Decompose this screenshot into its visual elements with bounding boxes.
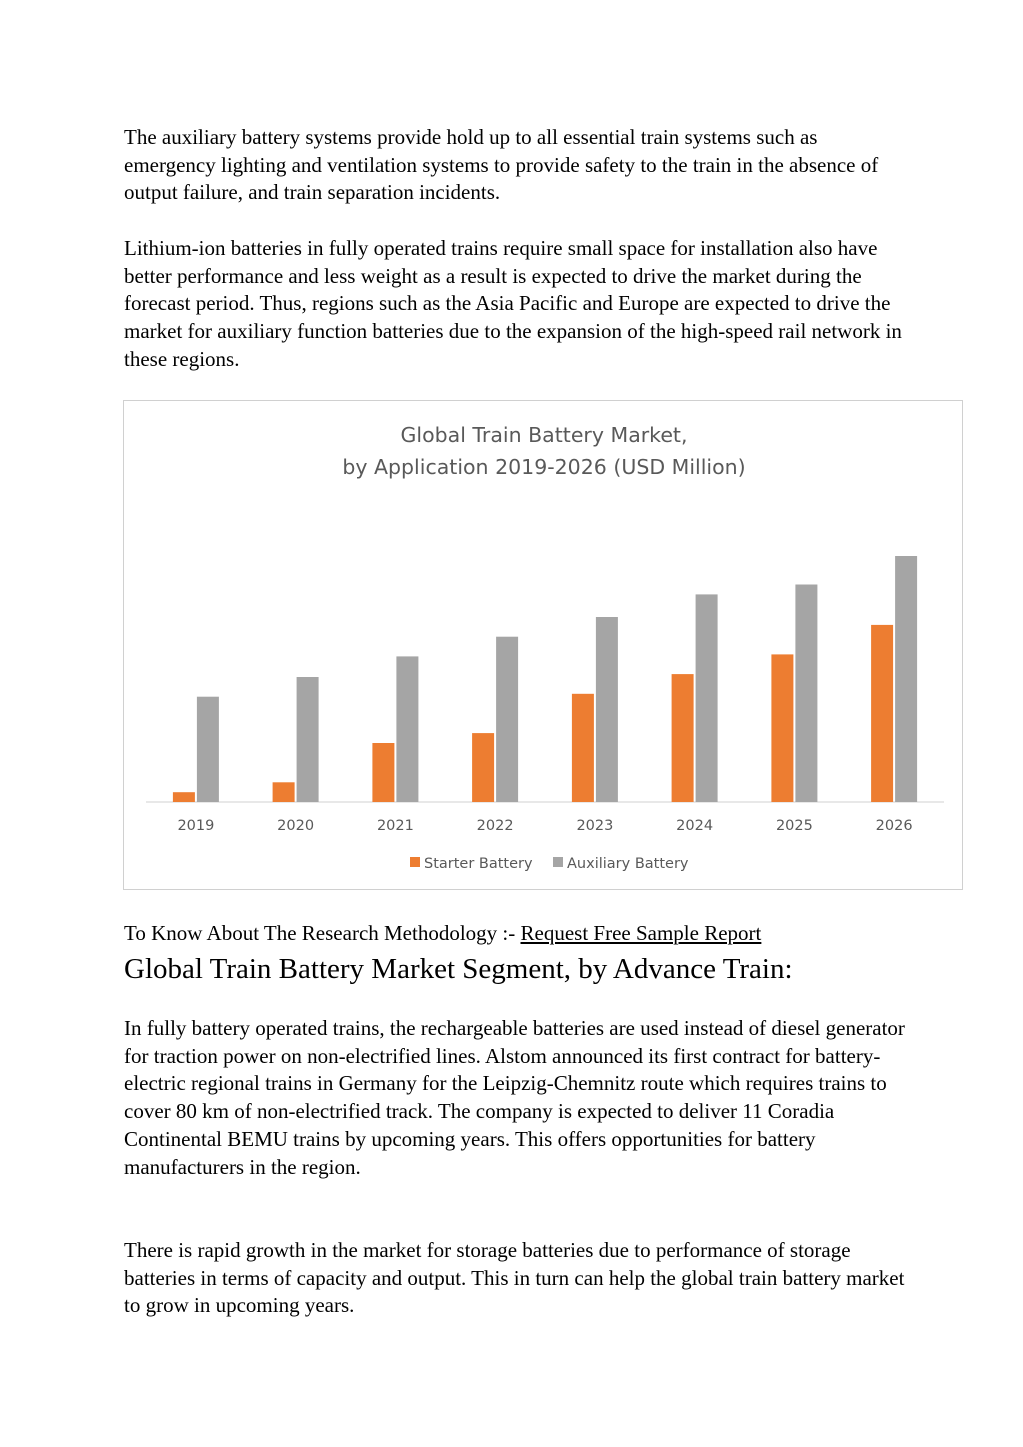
x-tick-label-2023: 2023 bbox=[576, 818, 614, 834]
x-tick-label-2022: 2022 bbox=[476, 818, 514, 834]
x-tick-label-2024: 2024 bbox=[676, 818, 714, 834]
bar-starter-2022 bbox=[472, 733, 494, 802]
bar-auxiliary-2023 bbox=[596, 617, 618, 802]
bar-auxiliary-2022 bbox=[496, 637, 518, 802]
section-heading: Global Train Battery Market Segment, by Advance Train: bbox=[124, 953, 793, 985]
legend bbox=[410, 856, 689, 872]
x-tick-label-2020: 2020 bbox=[277, 818, 315, 834]
bar-chart bbox=[124, 401, 964, 891]
bar-auxiliary-2024 bbox=[696, 594, 718, 802]
bar-starter-2020 bbox=[273, 782, 295, 802]
bars-group bbox=[173, 556, 917, 802]
x-tick-label-2019: 2019 bbox=[177, 818, 215, 834]
bar-starter-2026 bbox=[871, 625, 893, 802]
bar-auxiliary-2021 bbox=[396, 656, 418, 802]
bar-auxiliary-2020 bbox=[297, 677, 319, 802]
chart-title-line-2: by Application 2019-2026 (USD Million) bbox=[342, 455, 746, 479]
bar-starter-2024 bbox=[672, 674, 694, 802]
bar-starter-2019 bbox=[173, 792, 195, 802]
legend-label-auxiliary: Auxiliary Battery bbox=[567, 856, 689, 872]
methodology-prefix: To Know About The Research Methodology :- bbox=[124, 921, 521, 945]
bar-starter-2023 bbox=[572, 694, 594, 802]
x-tick-label-2025: 2025 bbox=[775, 818, 813, 834]
bar-starter-2021 bbox=[372, 743, 394, 802]
x-tick-label-2026: 2026 bbox=[875, 818, 913, 834]
x-tick-label-2021: 2021 bbox=[376, 818, 414, 834]
bar-starter-2025 bbox=[771, 654, 793, 802]
bar-auxiliary-2019 bbox=[197, 697, 219, 802]
legend-label-starter: Starter Battery bbox=[424, 856, 533, 872]
legend-swatch-auxiliary bbox=[553, 857, 563, 867]
paragraph-auxiliary-systems: The auxiliary battery systems provide hold up to all essential train systems such as emergency lighting and ventilation systems to provide safety to the train in the absence of output failure, and train separation incidents. bbox=[124, 125, 879, 205]
x-tick-labels bbox=[177, 818, 912, 834]
methodology-line bbox=[124, 920, 761, 947]
legend-swatch-starter bbox=[410, 857, 420, 867]
paragraph-lithium-ion: Lithium-ion batteries in fully operated trains require small space for installation also have better performance and less weight as a result is expected to drive the market during the forecast period. Thus, regions such as the Asia Pacific and Europe are expected to drive the market for auxiliary function batteries due to the expansion of the high-speed rail network in these regions. bbox=[124, 236, 902, 371]
chart-container bbox=[123, 400, 963, 890]
request-sample-link[interactable]: Request Free Sample Report bbox=[520, 921, 762, 945]
paragraph-storage-batteries: There is rapid growth in the market for storage batteries due to performance of storage batteries in terms of capacity and output. This in turn can help the global train battery market to grow in upcoming years. bbox=[124, 1238, 905, 1318]
chart-title-line-1: Global Train Battery Market, bbox=[400, 423, 688, 447]
bar-auxiliary-2026 bbox=[895, 556, 917, 802]
bar-auxiliary-2025 bbox=[795, 585, 817, 803]
paragraph-battery-operated-trains: In fully battery operated trains, the rechargeable batteries are used instead of diesel generator for traction power on non-electrified lines. Alstom announced its first contract for battery-electric regional trains in Germany for the Leipzig-Chemnitz route which requires trains to cover 80 km of non-electrified track. The company is expected to deliver 11 Coradia Continental BEMU trains by upcoming years. This offers opportunities for battery manufacturers in the region. bbox=[124, 1016, 905, 1179]
